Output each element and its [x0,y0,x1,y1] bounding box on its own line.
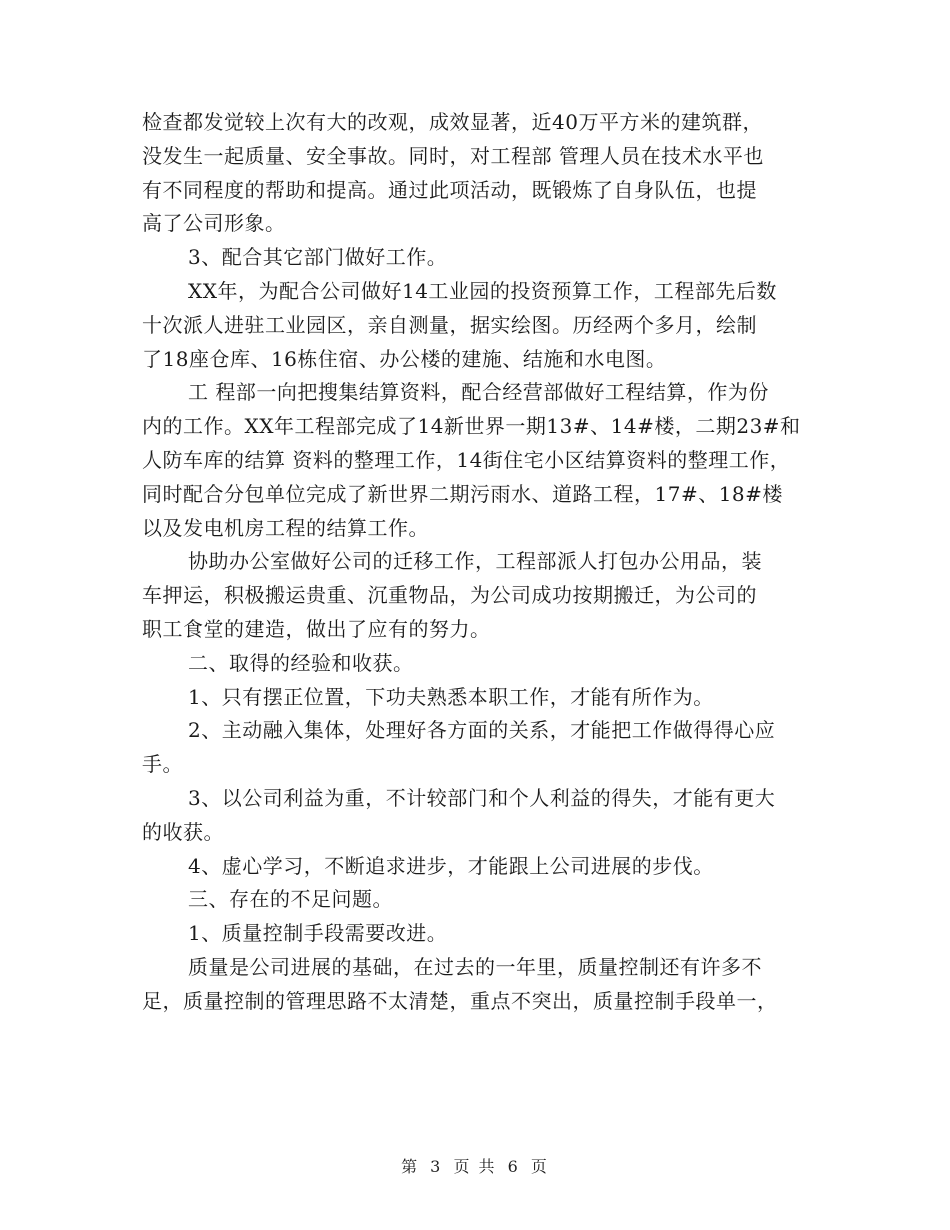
page-footer [0,1154,950,1177]
text-line: 内的工作。XX年工程部完成了14新世界一期13#、14#楼，二期23#和 [142,414,801,439]
text-line: 的收获。 [142,819,224,844]
text-line: 人防车库的结算 资料的整理工作，14街住宅小区结算资料的整理工作， [142,447,791,472]
text-line: 职工食堂的建造，做出了应有的努力。 [142,616,491,641]
text-line: 质量是公司进展的基础，在过去的一年里，质量控制还有许多不 [188,954,762,979]
document-body [142,106,812,1019]
text-line: 了18座仓库、16栋住宿、办公楼的建施、结施和水电图。 [142,346,667,371]
footer-suffix: 页 [530,1157,549,1176]
text-line: 以及发电机房工程的结算工作。 [142,515,429,540]
text-line: 工 程部一向把搜集结算资料，配合经营部做好工程结算，作为份 [188,380,769,405]
text-line: 高了公司形象。 [142,211,286,236]
text-line: 有不同程度的帮助和提高。通过此项活动，既锻炼了自身队伍，也提 [142,177,757,202]
text-line: 三、存在的不足问题。 [188,887,393,912]
text-line: 车押运，积极搬运贵重、沉重物品，为公司成功按期搬迁，为公司的 [142,583,757,608]
text-line: 同时配合分包单位完成了新世界二期污雨水、道路工程，17#、18#楼 [142,481,783,506]
text-line: 3、配合其它部门做好工作。 [188,245,448,270]
current-page-number: 3 [430,1157,443,1176]
text-line: 2、主动融入集体，处理好各方面的关系，才能把工作做得得心应 [188,718,776,743]
text-line: 1、只有摆正位置，下功夫熟悉本职工作，才能有所作为。 [188,684,714,709]
text-line: 4、虚心学习，不断追求进步，才能跟上公司进展的步伐。 [188,853,714,878]
text-line: 检查都发觉较上次有大的改观，成效显著，近40万平方米的建筑群， [142,110,763,134]
text-line: 足，质量控制的管理思路不太清楚，重点不突出，质量控制手段单一， [142,988,778,1013]
footer-middle: 页 共 [453,1157,497,1176]
text-line: XX年，为配合公司做好14工业园的投资预算工作，工程部先后数 [188,278,777,303]
footer-prefix: 第 [401,1157,420,1176]
text-line: 二、取得的经验和收获。 [188,650,414,675]
text-line: 没发生一起质量、安全事故。同时，对工程部 管理人员在技术水平也 [142,143,764,168]
text-line: 3、以公司利益为重，不计较部门和个人利益的得失，才能有更大 [188,785,776,810]
text-line: 1、质量控制手段需要改进。 [188,921,448,946]
text-line: 手。 [142,752,183,777]
text-line: 协助办公室做好公司的迁移工作，工程部派人打包办公用品，装 [188,549,762,574]
text-line: 十次派人进驻工业园区，亲自测量，据实绘图。历经两个多月，绘制 [142,312,757,337]
total-page-count: 6 [507,1157,520,1176]
